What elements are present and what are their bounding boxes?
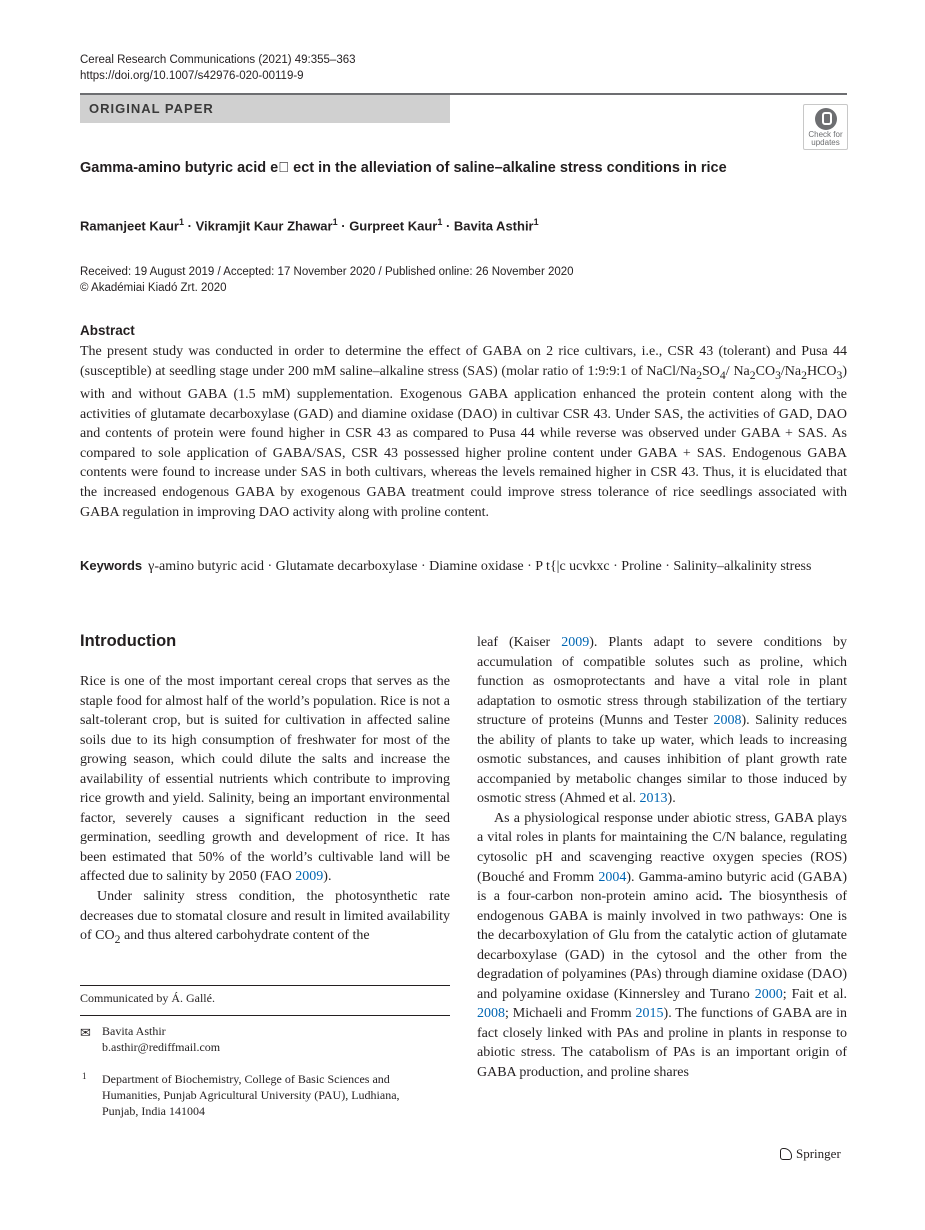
author-name[interactable]: Bavita Asthir (453, 218, 534, 234)
keywords-heading: Keywords (80, 558, 143, 573)
citation-link[interactable]: 2009 (561, 635, 590, 650)
introduction-heading: Introduction (80, 632, 177, 650)
paragraph: As a physiological response under abiotic stress, GABA plays a vital roles in plants for maintaining the C/N balance, regulating cytosolic pH and scavenging reactive oxygen species (ROS) (Bouché and Fromm 2004). Gamma-amino butyric acid (GABA) is a four-carbon non-protein amino acid. The biosynthesis of endogenous GABA is mainly involved in two pathways: One is the decarboxylation of Glu from the catalytic action of glutamate decarboxylase (GAD) in the cytosol and the other from the degradation of polyamines (PAs) through diamine oxidase (DAO) and polyamine oxidase (Kinnersley and Turano 2000; Fait et al. 2008; Michaeli and Fromm 2015). The functions of GABA are in fact closely linked with PAs and proline in plants in response to abiotic stress. The catabolism of PAs is an important origin of GABA production, and proline shares (477, 810, 847, 1081)
publication-dates (80, 264, 574, 296)
footnote-rule (80, 1015, 450, 1016)
footnote-rule (80, 985, 450, 986)
citation-link[interactable]: 2009 (295, 869, 324, 885)
doi-link[interactable]: https://doi.org/10.1007/s42976-020-00119-9 (80, 70, 304, 82)
paper-title: Gamma-amino butyric acid e  ect in the alleviation of saline–alkaline stress conditions in rice (80, 160, 727, 176)
copyright: © Akadémiai Kiadó Zrt. 2020 (80, 282, 227, 294)
author-name[interactable]: Vikramjit Kaur Zhawar (195, 218, 333, 234)
intro-right-column (477, 633, 847, 1083)
author-name[interactable]: Gurpreet Kaur (349, 218, 438, 234)
citation-link[interactable]: 2008 (477, 1006, 505, 1022)
author-list: Ramanjeet Kaur$^1$ · Vikramjit Kaur Zhawar$^1$ · Gurpreet Kaur$^1$ · Bavita Asthir$^1$ (80, 217, 539, 234)
journal-citation: Cereal Research Communications (2021) 49:355–363 (80, 54, 356, 66)
communicated-by: Communicated by Á. Gallé. (80, 991, 215, 1005)
citation-link[interactable]: 2013 (639, 791, 668, 807)
keywords (80, 556, 847, 577)
publisher-logo: Springer (780, 1146, 841, 1162)
corresponding-author: Bavita Asthir b.asthir@rediffmail.com (102, 1024, 221, 1054)
keywords-text: γ-amino butyric acid · Glutamate decarboxylase · Diamine oxidase · P t{|c ucvkxc · Proline · Salinity–alkalinity stress (148, 559, 812, 574)
envelope-icon: ✉ (80, 1025, 91, 1040)
check-for-updates-button[interactable]: Check for updates (803, 104, 848, 150)
abstract-heading: Abstract (80, 323, 135, 338)
history-dates: Received: 19 August 2019 / Accepted: 17 November 2020 / Published online: 26 November 2020 (80, 266, 574, 278)
intro-left-column (80, 672, 450, 949)
author-name[interactable]: Ramanjeet Kaur (80, 218, 179, 234)
affiliation: Department of Biochemistry, College of Basic Sciences and Humanities, Punjab Agricultural University (PAU), Ludhiana, Punjab, India 141004 (102, 1072, 400, 1118)
check-updates-icon (815, 108, 837, 130)
email-link[interactable]: b.asthir@rediffmail.com (102, 1040, 221, 1054)
paragraph: leaf (Kaiser 2009). Plants adapt to severe conditions by accumulation of compatible solutes such as proline, which function as osmoprotectants and have a vital role in plant adaptation to osmotic stress through stabilization of the tertiary structure of proteins (Munns and Tester 2008). Salinity reduces the ability of plants to take up water, which leads to increasing osmotic substances, and causes inhibition of plant growth rate accompanied by metabolic changes similar to those induced by osmotic stress (Ahmed et al. 2013). (477, 635, 847, 807)
article-type-label: ORIGINAL PAPER (89, 101, 214, 116)
journal-header (80, 52, 356, 84)
abstract-body: The present study was conducted in order to determine the effect of GABA on 2 rice cultivars, i.e., CSR 43 (tolerant) and Pusa 44 (susceptible) at seedling stage under 200 mM saline–alkaline stress (SAS) (molar ratio of 1:9:9:1 of NaCl/$Na_2SO_4/$ $Na_2CO_3/Na_2HCO_3$) with and without GABA (1.5 mM) supplementation. Exogenous GABA application enhanced the protein content along with the activities of glutamate decarboxylase (GAD) and diamine oxidase (DAO) in cultivar CSR 43. Under SAS, the activities of GAD, DAO and contents of protein were found higher in CSR 43 as compared to Pusa 44 while reverse was observed under GABA + SAS. As compared to sole application of GABA/SAS, CSR 43 possessed higher proline content under GABA + SAS. Endogenous GABA contents were found to increase under SAS in both cultivars, whereas the levels remained higher in CSR 43. Thus, it is elucidated that the increased endogenous GABA by exogenous GABA treatment could improve stress tolerance of rice seedlings associated with GABA regulation in improving DAO activity along with proline content. (80, 344, 847, 520)
citation-link[interactable]: 2000 (754, 986, 783, 1002)
paragraph: Rice is one of the most important cereal crops that serves as the staple food for almost half of the world’s population. Rice is not a salt-tolerant crop, but is suited for cultivation in affected saline soils due to its high consumption of freshwater for most of the growing season, which could dilute the salts and increase the availability of essential nutrients which contribute to improving rice growth and yield. Salinity, being an important environmental factor, severely causes a significant reduction in the seed germination, seedling growth and development of rice. It has been estimated that 50% of the world’s cultivable land will be affected due to salinity by 2050 (FAO 2009). (80, 674, 450, 885)
citation-link[interactable]: 2015 (635, 1006, 664, 1022)
affiliation-number: 1 (82, 1071, 87, 1081)
citation-link[interactable]: 2004 (598, 869, 627, 885)
citation-link[interactable]: 2008 (713, 713, 742, 729)
springer-horse-icon (780, 1148, 792, 1160)
paragraph: Under salinity stress condition, the photosynthetic rate decreases due to stomatal closure and result in limited availability of $CO_2$ and thus altered carbohydrate content of the (80, 889, 450, 946)
